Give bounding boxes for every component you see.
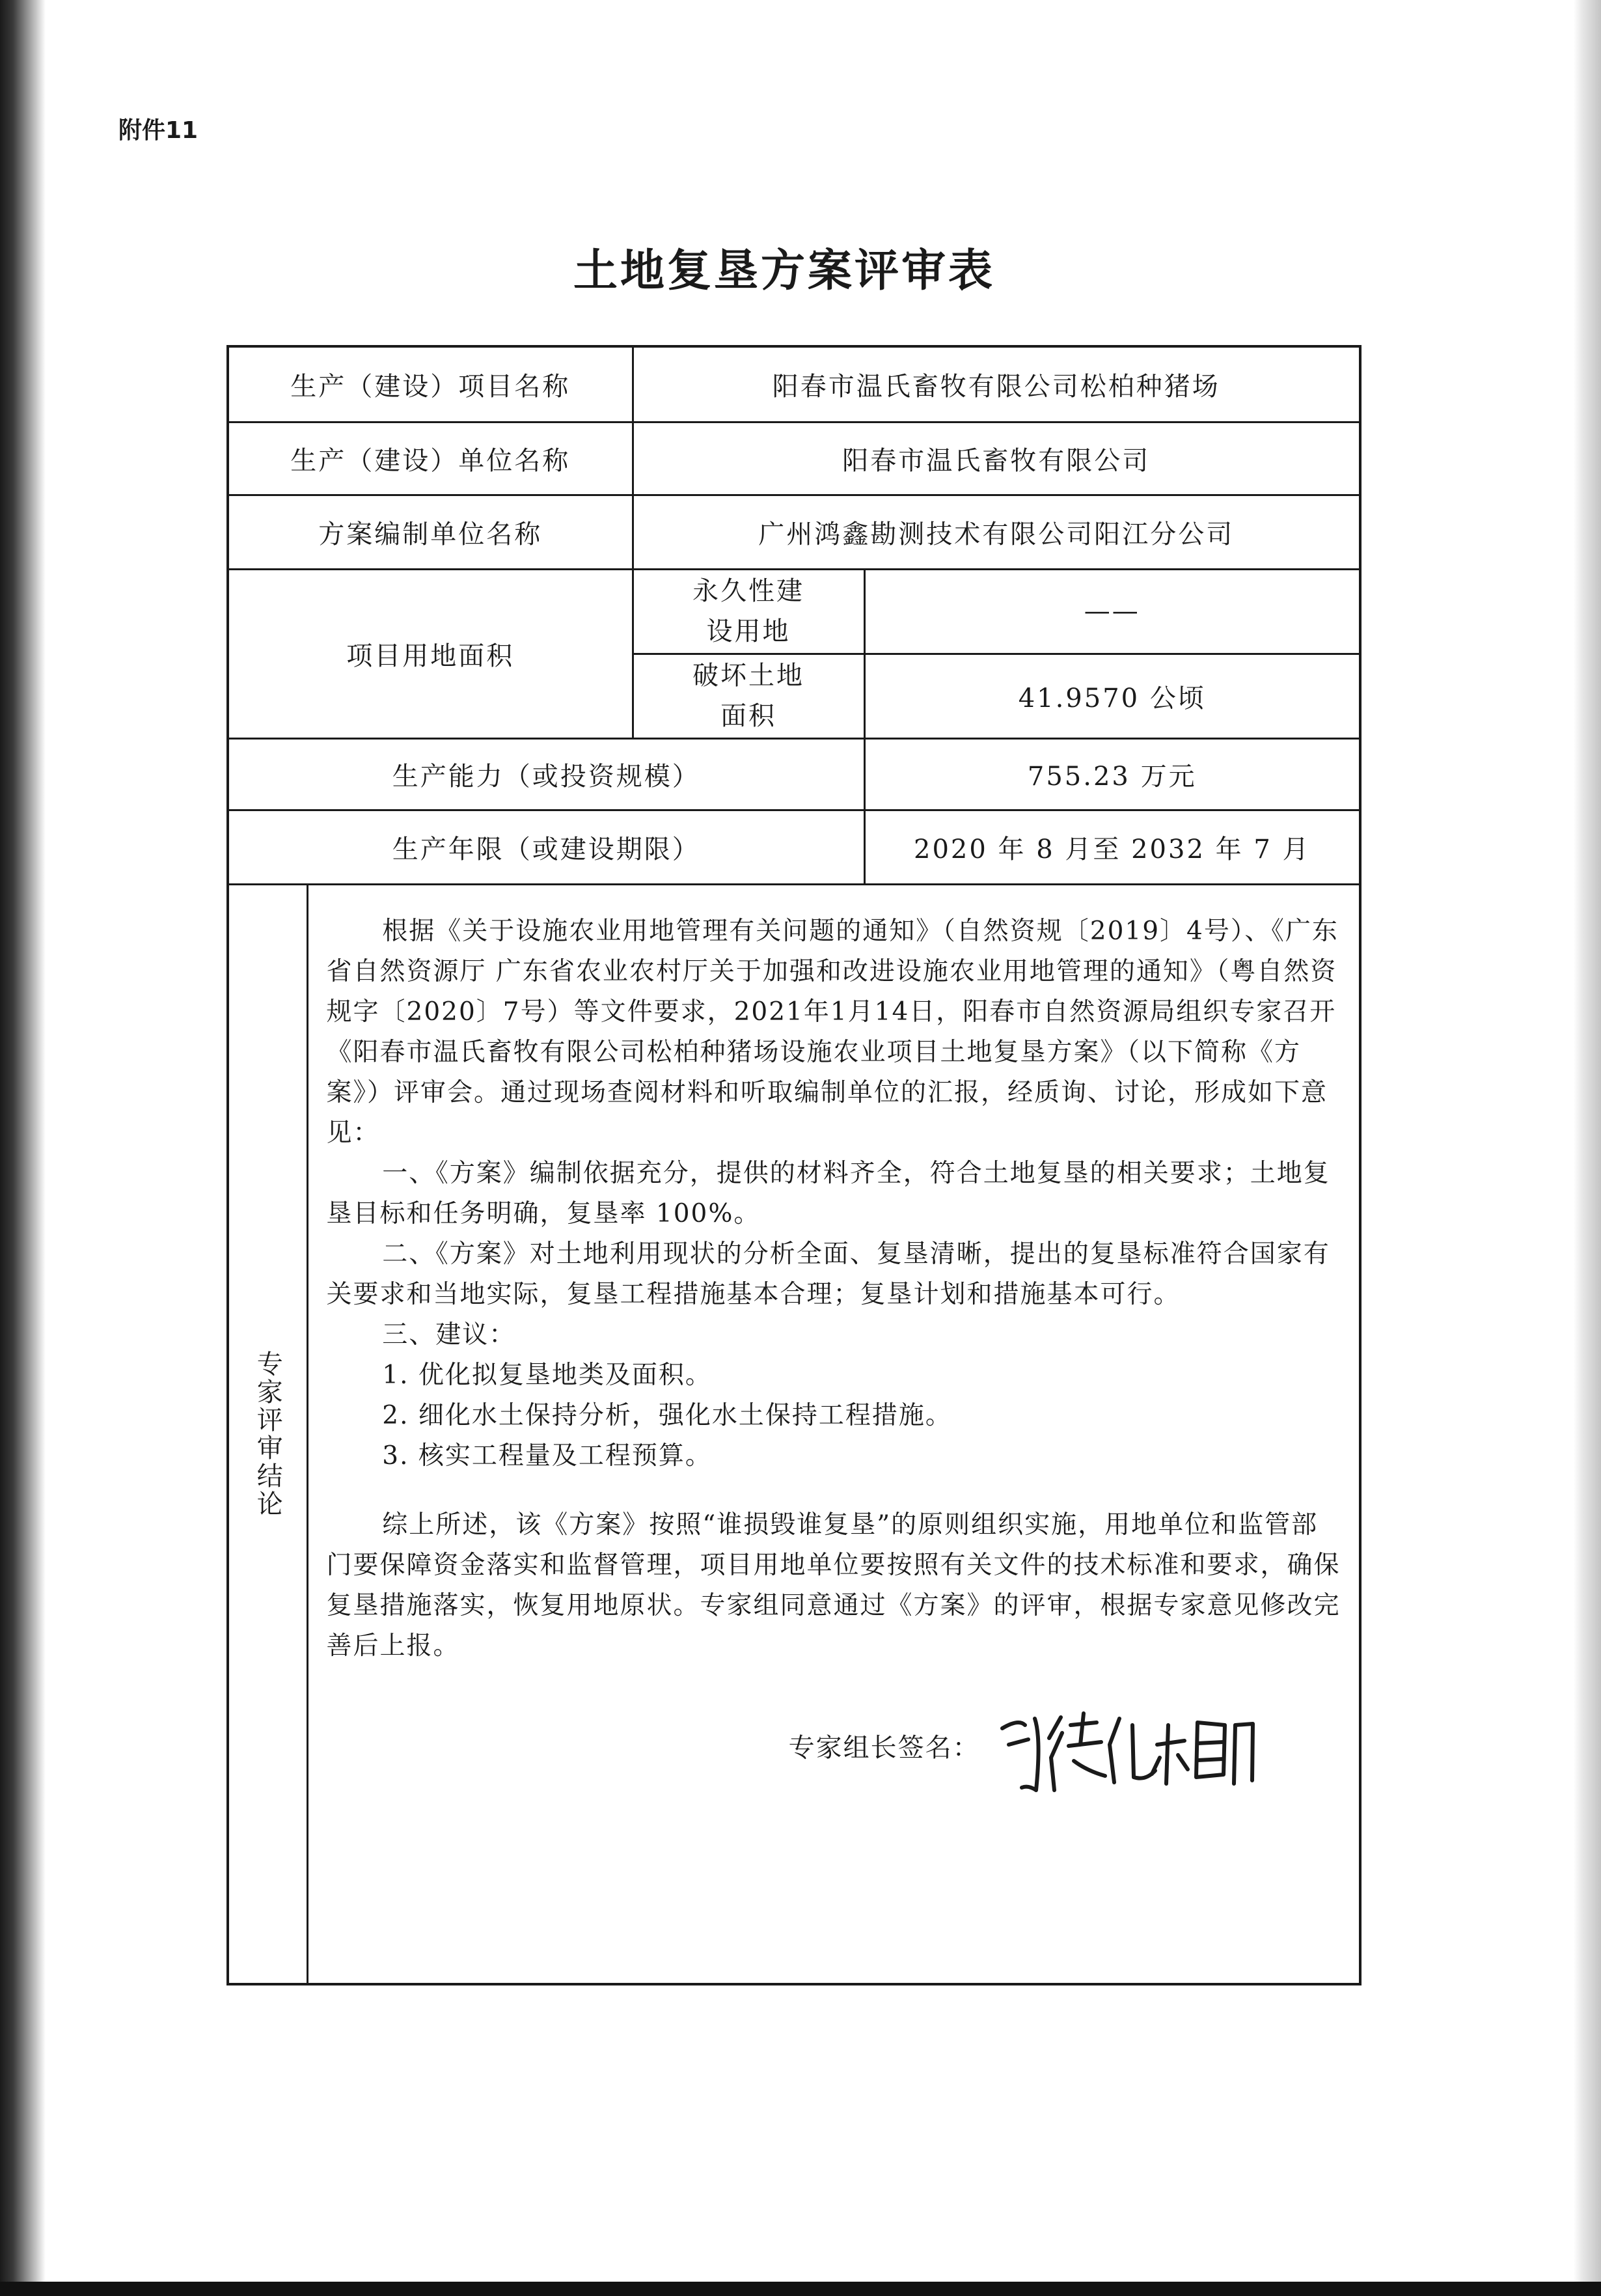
row-land-permanent <box>228 569 1360 654</box>
scan-shadow-right <box>1574 0 1601 2282</box>
attachment-label: 附件11 <box>118 117 198 144</box>
opinion-paragraph: 二、《方案》对土地利用现状的分析全面、复垦清晰，提出的复垦标准符合国家有关要求和当地实际，复垦工程措施基本合理；复垦计划和措施基本可行。 <box>326 1239 1330 1309</box>
permanent-land-label <box>633 569 864 654</box>
land-area-label: 项目用地面积 <box>228 569 633 738</box>
signature-label: 专家组长签名： <box>788 1732 980 1763</box>
plan-unit-label: 方案编制单位名称 <box>228 495 633 569</box>
project-name-label: 生产（建设）项目名称 <box>228 346 633 422</box>
scan-shadow-left <box>0 0 46 2296</box>
damaged-land-label-line2: 面积 <box>720 701 776 731</box>
opinion-paragraph: 1. 优化拟复垦地类及面积。 <box>382 1360 712 1390</box>
row-period <box>228 810 1360 884</box>
permanent-land-value: —— <box>864 569 1360 654</box>
expert-side-label: 专家评审结论 <box>228 884 307 1984</box>
row-plan-unit <box>228 495 1360 569</box>
opinion-conclusion: 综上所述，该《方案》按照“谁损毁谁复垦”的原则组织实施，用地单位和监管部门要保障资金落实和监督管理，项目用地单位要按照有关文件的技术标准和要求，确保复垦措施落实，恢复用地原状。专家组同意通过《方案》的评审，根据专家意见修改完善后上报。 <box>326 1510 1341 1661</box>
expert-opinion-body <box>307 884 1360 1984</box>
damaged-land-value: 41.9570 公顷 <box>864 654 1360 738</box>
period-label: 生产年限（或建设期限） <box>228 810 864 884</box>
damaged-land-label <box>633 654 864 738</box>
row-capacity <box>228 738 1360 810</box>
signature-row <box>327 1699 1341 1790</box>
opinion-paragraph: 3. 核实工程量及工程预算。 <box>382 1441 712 1471</box>
damaged-land-label-line1: 破坏土地 <box>692 661 804 691</box>
project-name-value: 阳春市温氏畜牧有限公司松柏种猪场 <box>633 346 1360 422</box>
handwritten-signature <box>989 1699 1263 1797</box>
scan-shadow-bottom <box>0 2282 1601 2296</box>
opinion-paragraph: 三、建议： <box>382 1320 516 1349</box>
page-title: 土地复垦方案评审表 <box>573 245 995 297</box>
opinion-paragraph: 2. 细化水土保持分析，强化水土保持工程措施。 <box>382 1400 952 1430</box>
permanent-land-label-line1: 永久性建 <box>692 576 804 606</box>
row-expert-opinion <box>228 884 1360 1984</box>
capacity-value: 755.23 万元 <box>864 738 1360 810</box>
row-unit-name <box>228 422 1360 495</box>
unit-name-label: 生产（建设）单位名称 <box>228 422 633 495</box>
capacity-label: 生产能力（或投资规模） <box>228 738 864 810</box>
review-table <box>226 345 1362 1985</box>
plan-unit-value: 广州鸿鑫勘测技术有限公司阳江分公司 <box>633 495 1360 569</box>
unit-name-value: 阳春市温氏畜牧有限公司 <box>633 422 1360 495</box>
row-project-name <box>228 346 1360 422</box>
permanent-land-label-line2: 设用地 <box>706 616 791 646</box>
period-value: 2020 年 8 月至 2032 年 7 月 <box>864 810 1360 884</box>
opinion-paragraph: 一、《方案》编制依据充分，提供的材料齐全，符合土地复垦的相关要求；土地复垦目标和任务明确，复垦率 100%。 <box>326 1158 1330 1228</box>
opinion-paragraph: 根据《关于设施农业用地管理有关问题的通知》（自然资规〔2019〕4号）、《广东省自然资源厅 广东省农业农村厅关于加强和改进设施农业用地管理的通知》（粤自然资规字〔2020〕7号）等文件要求，2021年1月14日，阳春市自然资源局组织专家召开《阳春市温氏畜牧有限公司松柏种猪场设施农业项目土地复垦方案》（以下简称《方案》）评审会。通过现场查阅材料和听取编制单位的汇报，经质询、讨论，形成如下意见： <box>326 916 1339 1148</box>
